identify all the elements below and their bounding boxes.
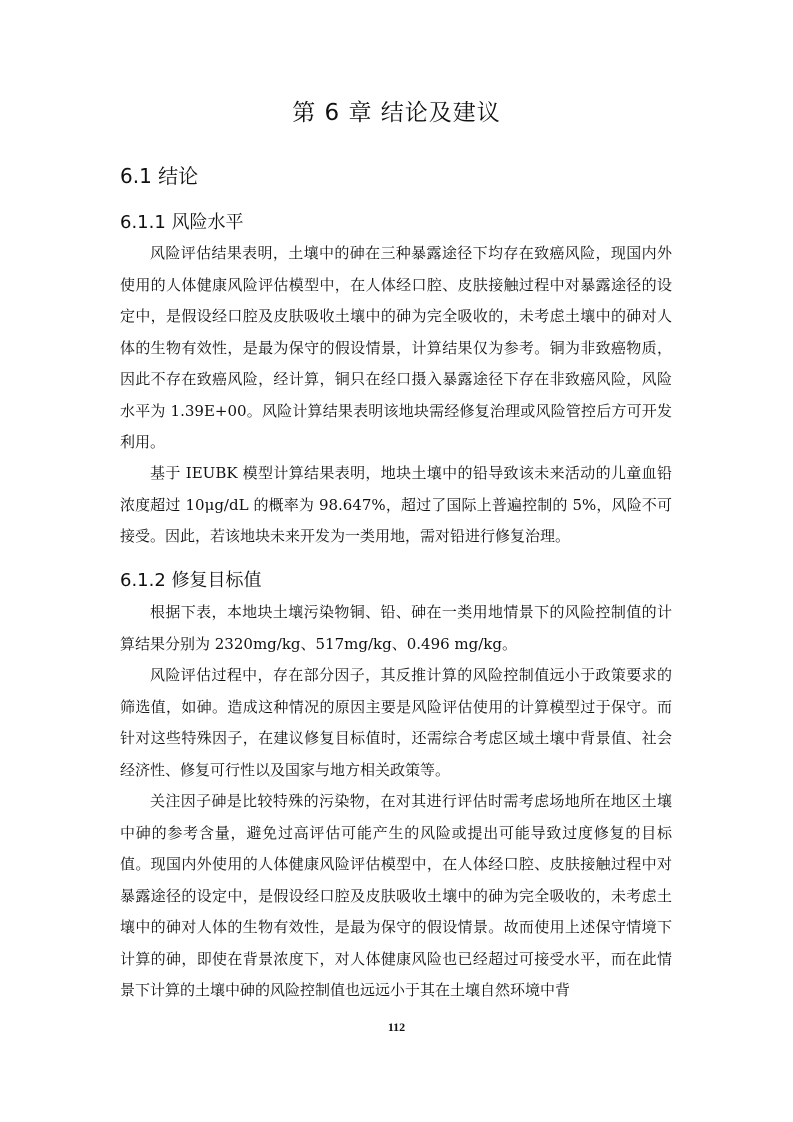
paragraph: 基于 IEUBK 模型计算结果表明，地块土壤中的铅导致该未来活动的儿童血铅浓度超过 10μg/dL 的概率为 98.647%，超过了国际上普遍控制的 5%，风险不可接受。因此，若该地块未来开发为一类用地，需对铅进行修复治理。 xyxy=(120,464,672,545)
paragraph: 风险评估过程中，存在部分因子，其反推计算的风险控制值远小于政策要求的筛选值，如砷。造成这种情况的原因主要是风险评估使用的计算模型过于保守。而针对这些特殊因子，在建议修复目标值时，还需综合考虑区域土壤中背景值、社会经济性、修复可行性以及国家与地方相关政策等。 xyxy=(120,666,672,779)
paragraph: 关注因子砷是比较特殊的污染物，在对其进行评估时需考虑场地所在地区土壤中砷的参考含量，避免过高评估可能产生的风险或提出可能导致过度修复的目标值。现国内外使用的人体健康风险评估模型中，在人体经口腔、皮肤接触过程中对暴露途径的设定中，是假设经口腔及皮肤吸收土壤中的砷为完全吸收的，未考虑土壤中的砷对人体的生物有效性，是最为保守的假设情景。故而使用上述保守情境下计算的砷，即使在背景浓度下，对人体健康风险也已经超过可接受水平，而在此情景下计算的土壤中砷的风险控制值也远远小于其在土壤自然环境中背 xyxy=(120,792,672,999)
paragraph: 风险评估结果表明，土壤中的砷在三种暴露途径下均存在致癌风险，现国内外使用的人体健康风险评估模型中，在人体经口腔、皮肤接触过程中对暴露途径的设定中，是假设经口腔及皮肤吸收土壤中的砷为完全吸收的，未考虑土壤中的砷对人体的生物有效性，是最为保守的假设情景，计算结果仅为参考。铜为非致癌物质，因此不存在致癌风险，经计算，铜只在经口摄入暴露途径下存在非致癌风险，风险水平为 1.39E+00。风险计算结果表明该地块需经修复治理或风险管控后方可开发利用。 xyxy=(120,244,672,451)
paragraph: 根据下表，本地块土壤污染物铜、铅、砷在一类用地情景下的风险控制值的计算结果分别为 2320mg/kg、517mg/kg、0.496 mg/kg。 xyxy=(120,603,672,653)
chapter-title: 第 6 章 结论及建议 xyxy=(292,100,501,126)
subsection-title-risk-level: 6.1.1 风险水平 xyxy=(120,212,244,233)
subsection-title-remediation-target: 6.1.2 修复目标值 xyxy=(120,570,262,591)
section-title: 6.1 结论 xyxy=(120,164,199,188)
page-number: 112 xyxy=(387,1020,406,1034)
